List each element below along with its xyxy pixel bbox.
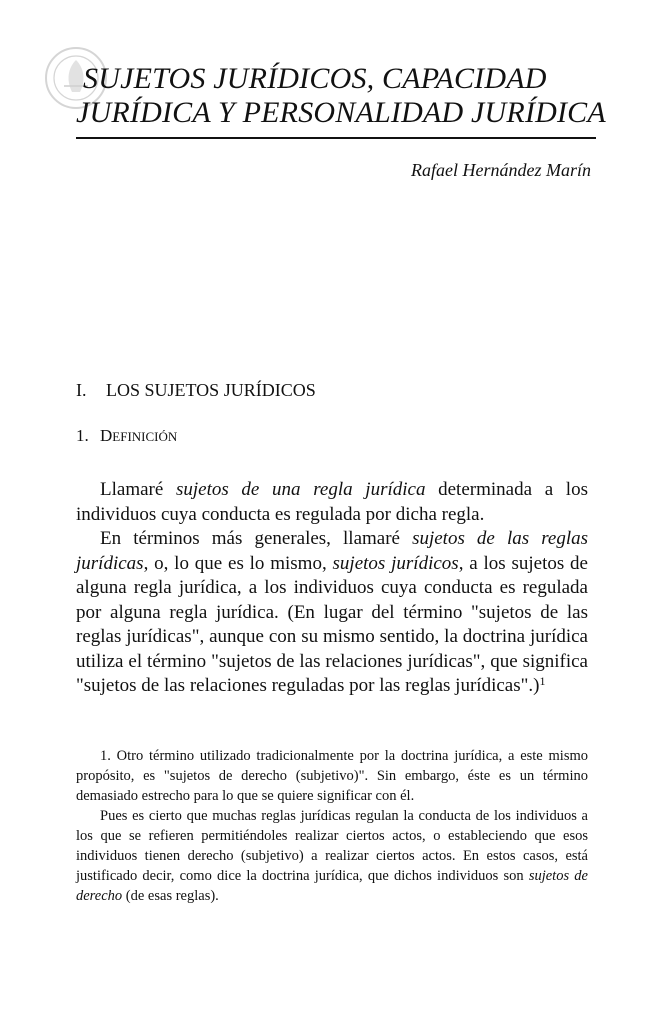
p2-emphasis-1: sujetos de las reglas jurídicas — [76, 528, 588, 574]
author-name: Rafael Hernández Marín — [411, 160, 591, 180]
fn-text-a: Pues es cierto que muchas reglas jurídicas regulan la conducta de los individuos a los que se refieren permitiéndoles realizar ciertos actos, o estableciendo que esos individuos tienen derecho (subjetivo) a realizar ciertos actos. En estos casos, está justificado decir, como dice la doctrina jurídica, que dichos individuos son — [76, 808, 588, 884]
fn-text-c: (de esas reglas). — [122, 888, 219, 904]
subsection-number: 1. — [76, 426, 89, 445]
subsection-initial: D — [100, 426, 113, 445]
p2-text-a: En términos más generales, llamaré — [100, 528, 413, 549]
p2-emphasis-2: sujetos jurídicos — [332, 552, 459, 574]
p1-text-c: determinada a los individuos cuya conducta es regulada por dicha regla. — [76, 479, 588, 525]
subsection-heading — [76, 426, 177, 446]
subsection-title-rest: EFINICIÓN — [112, 429, 178, 444]
section-number: I. — [76, 380, 87, 400]
section-title: LOS SUJETOS JURÍDICOS — [106, 380, 316, 400]
footnotes — [76, 746, 588, 906]
p1-emphasis: sujetos de una regla jurídica — [175, 479, 426, 500]
section-heading — [76, 380, 316, 401]
paragraph-2 — [76, 527, 588, 699]
p2-text-e: , a los sujetos de alguna regla jurídica, a los individuos cuya conducta es regulada por alguna regla jurídica. (En lugar del término "sujetos de las reglas jurídicas", aunque con su mismo sentido, la doctrina jurídica utiliza el término "sujetos de las relaciones jurídicas", que significa "sujetos de las relaciones reguladas por las reglas jurídicas".) — [76, 552, 588, 696]
p1-text-a: Llamaré — [100, 479, 176, 500]
p2-text-c: , o, lo que es lo mismo, — [143, 552, 333, 574]
footnote-1: 1. Otro término utilizado tradicionalmente por la doctrina jurídica, a este mismo propósito, es "sujetos de derecho (subjetivo)". Sin embargo, éste es un término demasiado estrecho para lo que se quiere significar con él. — [76, 748, 588, 804]
fn-emphasis: sujetos de derecho — [76, 868, 588, 904]
body-text — [76, 478, 588, 699]
footnote-reference[interactable]: 1 — [539, 674, 546, 688]
title-line-1: SUJETOS JURÍDICOS, CAPACIDAD — [83, 62, 547, 95]
title-line-2: JURÍDICA Y PERSONALIDAD JURÍDICA — [76, 96, 606, 129]
footnote-1-continued — [76, 806, 588, 906]
title-underline — [76, 137, 596, 139]
document-title — [76, 62, 606, 130]
paragraph-1 — [76, 478, 588, 527]
